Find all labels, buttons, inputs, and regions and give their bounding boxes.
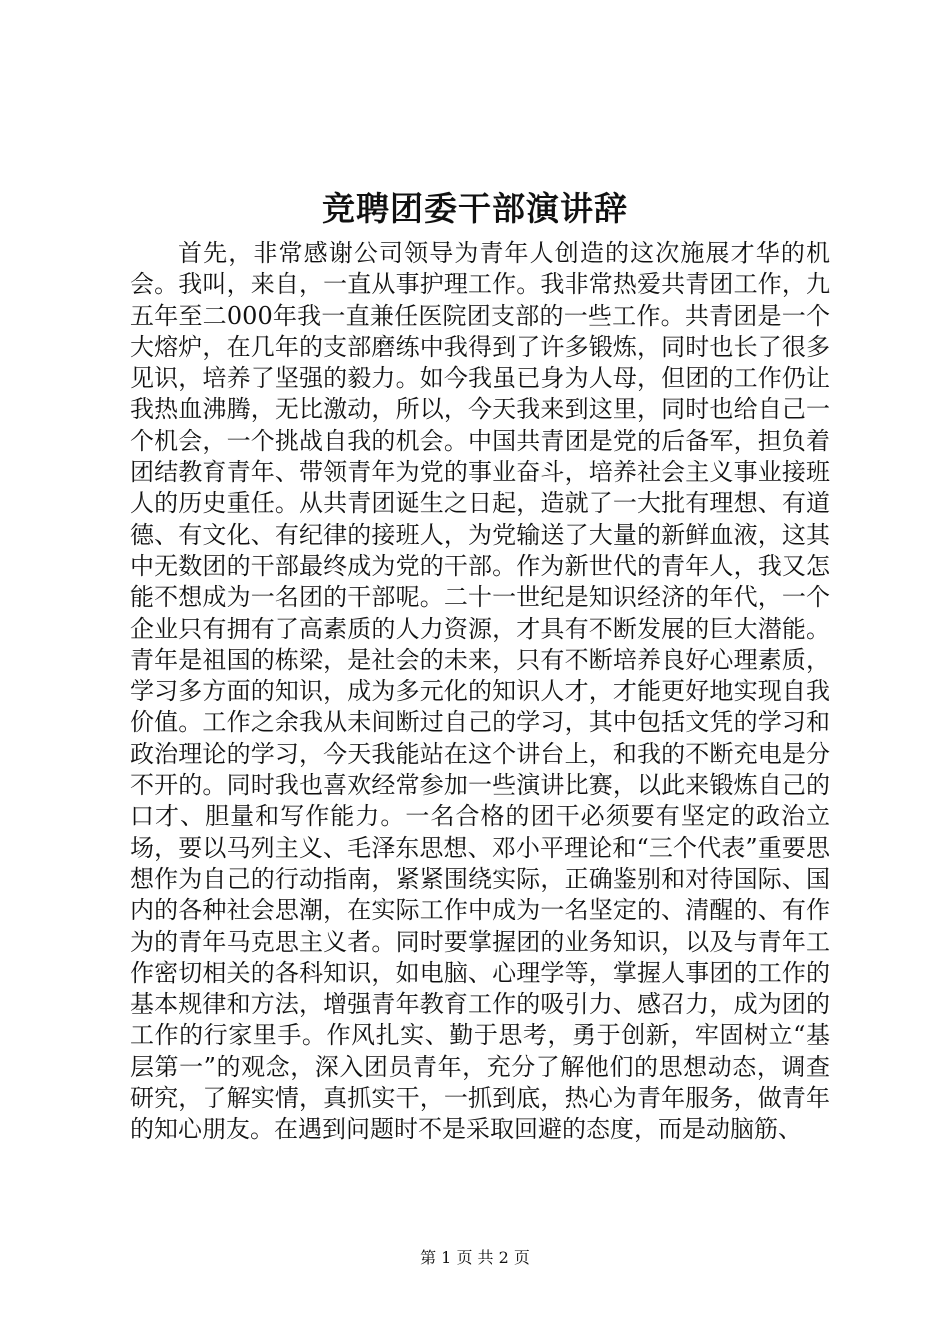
page-number-footer: 第 1 页 共 2 页 (420, 1248, 530, 1267)
document-title: 竞聘团委干部演讲辞 (322, 189, 628, 228)
document-body-paragraph: 首先，非常感谢公司领导为青年人创造的这次施展才华的机会。我叫，来自，一直从事护理工作。我非常热爱共青团工作，九五年至二000年我一直兼任医院团支部的一些工作。共青团是一个大熔炉，在几年的支部磨练中我得到了许多锻炼，同时也长了很多见识，培养了坚强的毅力。如今我虽已身为人母，但团的工作仍让我热血沸腾，无比激动，所以，今天我来到这里，同时也给自己一个机会，一个挑战自我的机会。中国共青团是党的后备军，担负着团结教育青年、带领青年为党的事业奋斗，培养社会主义事业接班人的历史重任。从共青团诞生之日起，造就了一大批有理想、有道德、有文化、有纪律的接班人，为党输送了大量的新鲜血液，这其中无数团的干部最终成为党的干部。作为新世代的青年人，我又怎能不想成为一名团的干部呢。二十一世纪是知识经济的年代，一个企业只有拥有了高素质的人力资源，才具有不断发展的巨大潜能。青年是祖国的栋梁，是社会的未来，只有不断培养良好心理素质，学习多方面的知识，成为多元化的知识人才，才能更好地实现自我价值。工作之余我从未间断过自己的学习，其中包括文凭的学习和政治理论的学习，今天我能站在这个讲台上，和我的不断充电是分不开的。同时我也喜欢经常参加一些演讲比赛，以此来锻炼自己的口才、胆量和写作能力。一名合格的团干必须要有坚定的政治立场，要以马列主义、毛泽东思想、邓小平理论和“三个代表”重要思想作为自己的行动指南，紧紧围绕实际，正确鉴别和对待国际、国内的各种社会思潮，在实际工作中成为一名坚定的、清醒的、有作为的青年马克思主义者。同时要掌握团的业务知识，以及与青年工作密切相关的各科知识，如电脑、心理学等，掌握人事团的工作的基本规律和方法，增强青年教育工作的吸引力、感召力，成为团的工作的行家里手。作风扎实、勤于思考，勇于创新，牢固树立“基层第一”的观念，深入团员青年，充分了解他们的思想动态，调查研究，了解实情，真抓实干，一抓到底，热心为青年服务，做青年的知心朋友。在遇到问题时不是采取回避的态度，而是动脑筋、 (130, 239, 830, 1144)
